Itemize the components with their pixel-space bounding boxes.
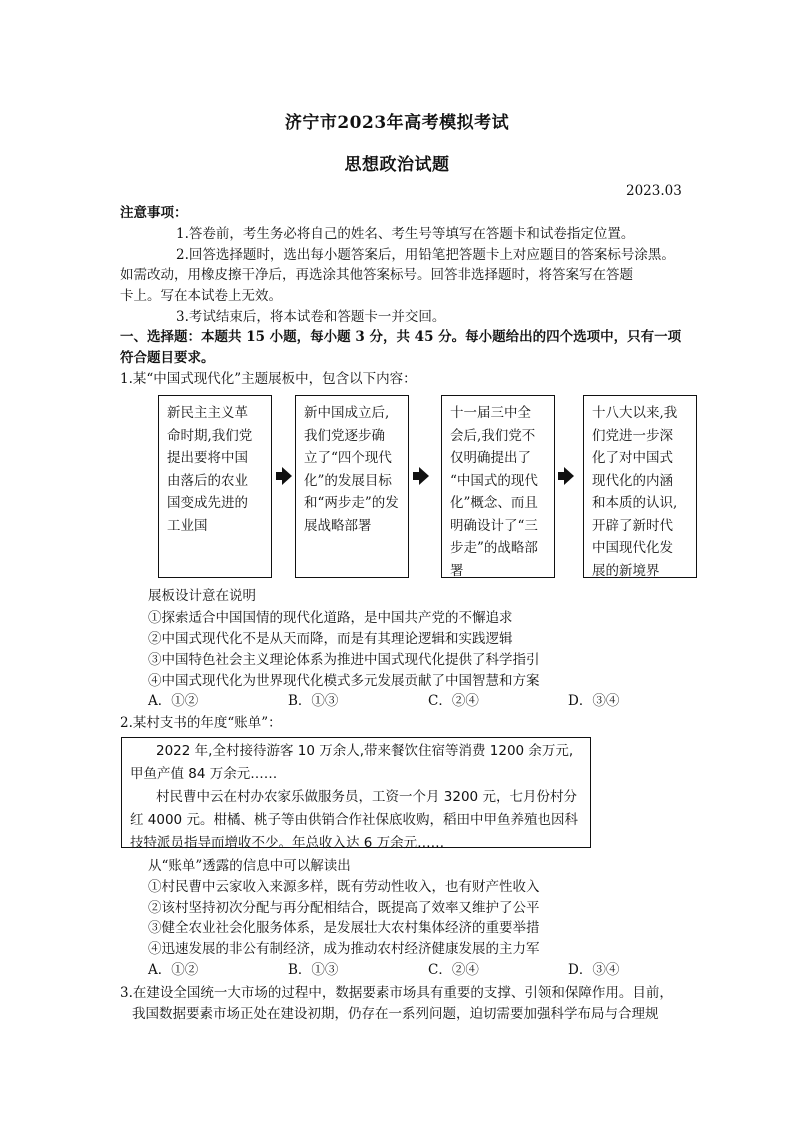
ledger-line: 技特派员指导而增收不少。年总收入达 6 万余元…… bbox=[130, 835, 445, 851]
q2-option-c: C．②④ bbox=[428, 962, 479, 978]
q1-flow-box-3 bbox=[441, 395, 555, 578]
ledger-line: 村民曹中云在村办农家乐做服务员，工资一个月 3200 元，七月份村分 bbox=[156, 789, 577, 805]
q2-item: ③健全农业社会化服务体系，是发展壮大农村集体经济的重要举措 bbox=[148, 920, 540, 936]
q1-flow-box-4 bbox=[583, 395, 697, 578]
q1-prompt: 展板设计意在说明 bbox=[148, 588, 256, 604]
q2-stem: 2.某村支书的年度“账单”： bbox=[120, 715, 282, 731]
flow-text: 步走”的战略部 bbox=[450, 540, 538, 556]
flow-text: 提出要将中国 bbox=[167, 450, 248, 466]
q2-ledger-box bbox=[121, 737, 591, 851]
notes-line: 如需改动，用橡皮擦干净后，再选涂其他答案标号。回答非选择题时，将答案写在答题 bbox=[120, 267, 633, 283]
q1-option-d: D．③④ bbox=[568, 693, 620, 709]
q1-option-a: A．①② bbox=[148, 693, 199, 709]
flow-text: 工业国 bbox=[167, 517, 208, 534]
notes-heading: 注意事项： bbox=[120, 205, 188, 221]
flow-text: 化”概念、而且 bbox=[450, 495, 538, 511]
section-heading-cont: 符合题目要求。 bbox=[120, 350, 215, 366]
notes-line: 3.考试结束后，将本试卷和答题卡一并交回。 bbox=[176, 309, 446, 325]
ledger-line: 甲鱼产值 84 万余元…… bbox=[130, 766, 278, 782]
section-heading: 一、选择题：本题共 15 小题，每小题 3 分，共 45 分。每小题给出的四个选项中，只有一项 bbox=[120, 329, 682, 345]
q1-option-c: C．②④ bbox=[428, 693, 479, 709]
q2-item: ②该村坚持初次分配与再分配相结合，既提高了效率又维护了公平 bbox=[148, 900, 540, 916]
flow-text: 署 bbox=[450, 562, 464, 579]
q1-flow-box-2 bbox=[295, 395, 409, 578]
flow-text: 立了“四个现代 bbox=[304, 450, 392, 466]
q2-option-d: D．③④ bbox=[568, 962, 620, 978]
flow-text: 们党进一步深 bbox=[592, 427, 673, 444]
flow-text: 由落后的农业 bbox=[167, 472, 248, 489]
exam-title: 济宁市2023年高考模拟考试 bbox=[284, 113, 510, 133]
q2-option-b: B．①③ bbox=[288, 962, 339, 978]
notes-line: 1.答卷前，考生务必将自己的姓名、考生号等填写在答题卡和试卷指定位置。 bbox=[176, 226, 635, 242]
flow-text: 和“两步走”的发 bbox=[304, 495, 399, 511]
q1-flow-box-1 bbox=[158, 395, 272, 578]
notes-line: 2.回答选择题时，选出每小题答案后，用铅笔把答题卡上对应题目的答案标号涂黑。 bbox=[176, 247, 675, 263]
exam-date: 2023.03 bbox=[626, 183, 682, 199]
q2-option-a: A．①② bbox=[148, 962, 199, 978]
q1-item: ④中国式现代化为世界现代化模式多元发展贡献了中国智慧和方案 bbox=[148, 673, 540, 689]
q2-item: ①村民曹中云家收入来源多样，既有劳动性收入，也有财产性收入 bbox=[148, 879, 540, 895]
exam-subtitle: 思想政治试题 bbox=[344, 155, 450, 175]
flow-text: 仅明确提出了 bbox=[450, 450, 531, 466]
flow-text: 化”的发展目标 bbox=[304, 472, 392, 489]
q1-option-b: B．①③ bbox=[288, 693, 339, 709]
flow-text: 会后,我们党不 bbox=[450, 427, 536, 444]
flow-text: 新民主主义革 bbox=[167, 405, 248, 421]
flow-text: 展战略部署 bbox=[304, 517, 372, 534]
flow-text: 十八大以来,我 bbox=[592, 405, 678, 421]
flow-text: 化了对中国式 bbox=[592, 450, 673, 466]
ledger-line: 红 4000 元。柑橘、桃子等由供销合作社保底收购，稻田中甲鱼养殖也因科 bbox=[130, 812, 578, 828]
notes-line: 卡上。写在本试卷上无效。 bbox=[120, 288, 282, 304]
flow-text: 命时期,我们党 bbox=[167, 427, 253, 444]
ledger-line: 2022 年,全村接待游客 10 万余人,带来餐饮住宿等消费 1200 余万元, bbox=[156, 743, 574, 759]
flow-text: 和本质的认识, bbox=[592, 495, 678, 511]
q1-item: ②中国式现代化不是从天而降，而是有其理论逻辑和实践逻辑 bbox=[148, 631, 513, 647]
flow-text: 明确设计了“三 bbox=[450, 517, 538, 534]
q1-stem: 1.某“中国式现代化”主题展板中，包含以下内容： bbox=[120, 371, 417, 387]
flow-text: 新中国成立后, bbox=[304, 405, 390, 421]
q3-stem-cont: 我国数据要素市场正处在建设初期，仍存在一系列问题，迫切需要加强科学布局与合理规 bbox=[132, 1006, 659, 1022]
q2-item: ④迅速发展的非公有制经济，成为推动农村经济健康发展的主力军 bbox=[148, 941, 540, 957]
flow-text: 现代化的内涵 bbox=[592, 472, 673, 489]
q3-stem: 3.在建设全国统一大市场的过程中，数据要素市场具有重要的支撑、引领和保障作用。目前， bbox=[120, 985, 673, 1001]
q1-item: ③中国特色社会主义理论体系为推进中国式现代化提供了科学指引 bbox=[148, 652, 540, 668]
flow-text: 展的新境界 bbox=[592, 562, 660, 579]
q1-item: ①探索适合中国国情的现代化道路，是中国共产党的不懈追求 bbox=[148, 610, 513, 626]
flow-text: 十一届三中全 bbox=[450, 405, 531, 421]
q2-prompt: 从“账单”透露的信息中可以解读出 bbox=[148, 858, 351, 874]
flow-text: 开辟了新时代 bbox=[592, 517, 673, 534]
flow-text: 中国现代化发 bbox=[592, 540, 673, 556]
flow-text: 国变成先进的 bbox=[167, 495, 248, 511]
flow-text: 我们党逐步确 bbox=[304, 427, 385, 444]
flow-text: “中国式的现代 bbox=[450, 472, 538, 489]
